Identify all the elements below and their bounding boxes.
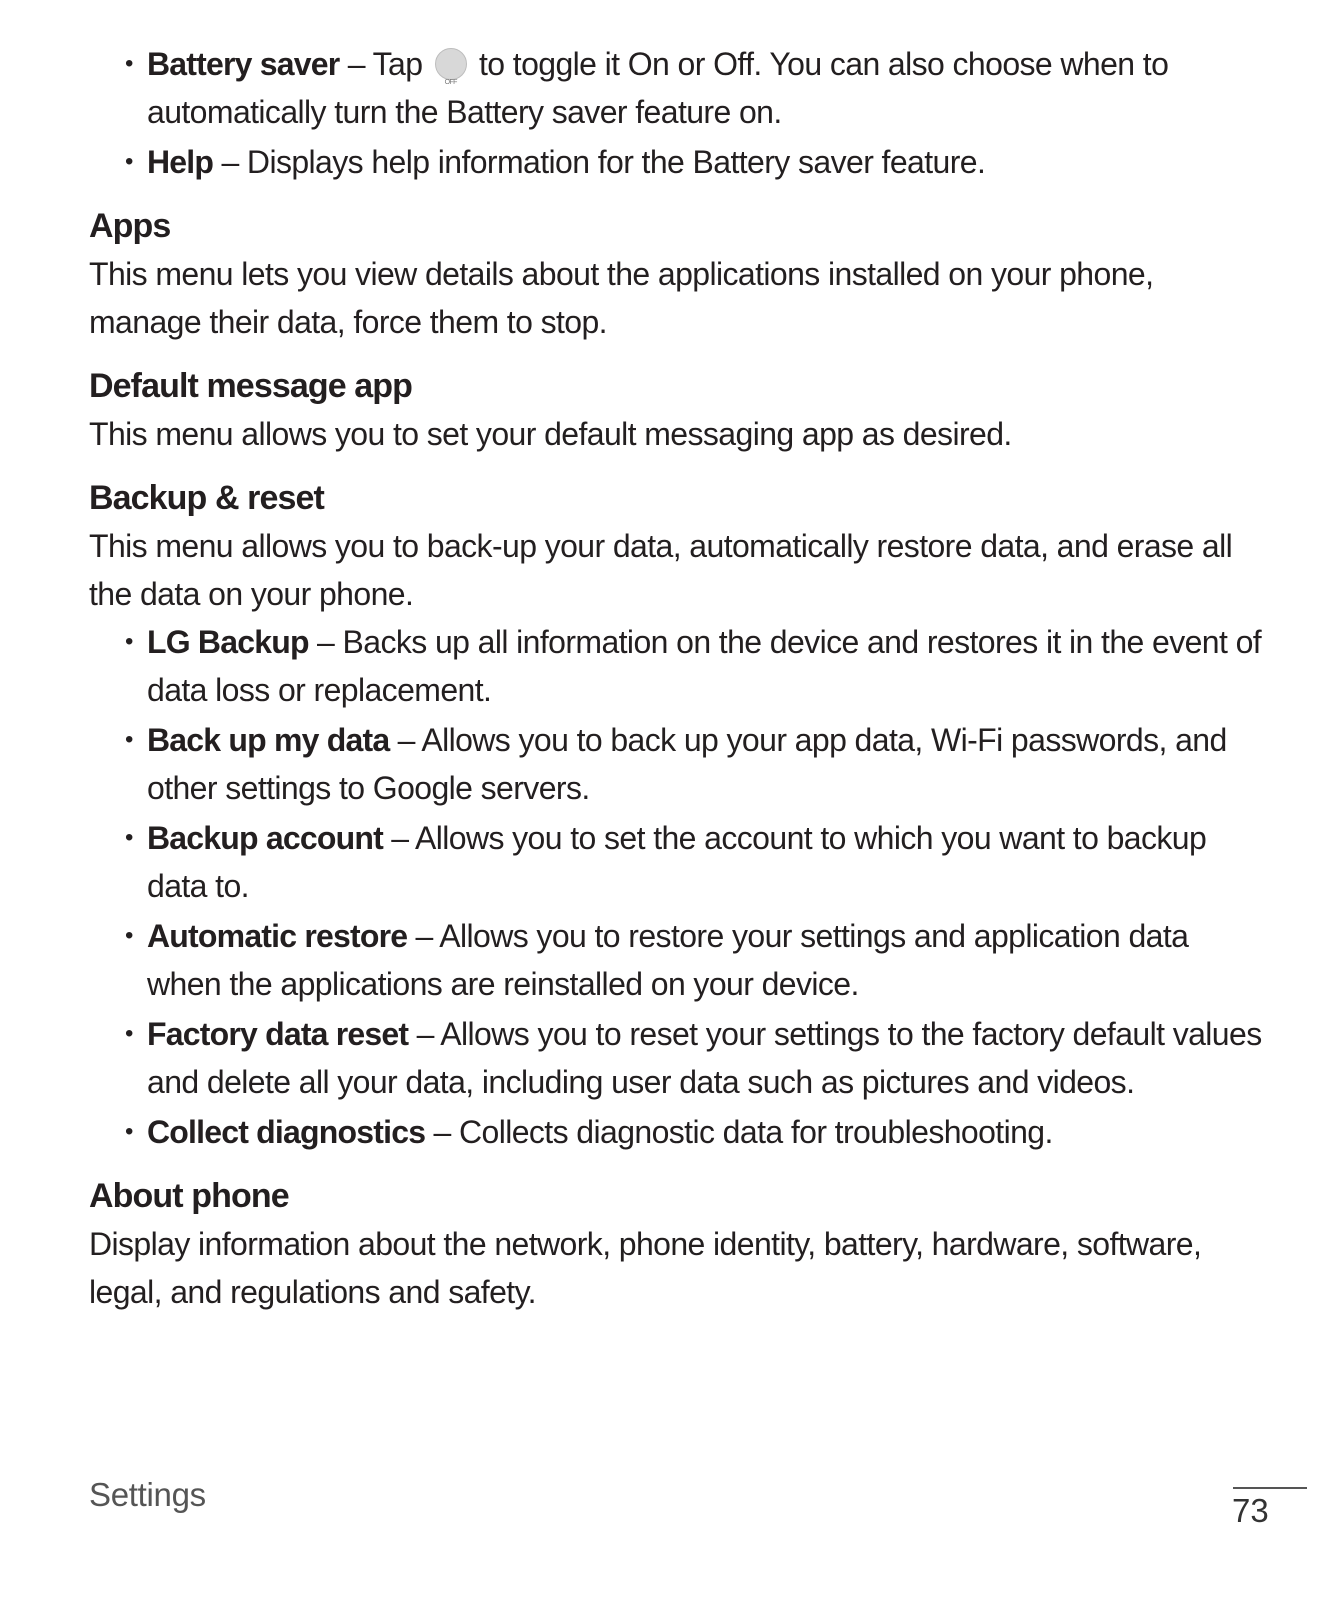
section-body: This menu allows you to set your default messaging app as desired. (89, 416, 1012, 452)
bullet-text: – Collects diagnostic data for troubleshooting. (425, 1114, 1053, 1150)
page-number: 73 (1232, 1492, 1269, 1529)
bullet-backup-account (89, 814, 1269, 910)
bullet-term: Backup account (147, 820, 383, 856)
bullet-term: Back up my data (147, 722, 390, 758)
section-default-message-app (89, 362, 1269, 458)
bullet-back-up-my-data (89, 716, 1269, 812)
bullet-marker: • (125, 824, 133, 851)
section-body: This menu allows you to back-up your data, automatically restore data, and erase all the data on your phone. (89, 528, 1233, 612)
bullet-text: – Allows you to back up your app data, Wi-Fi passwords, and other settings to Google servers. (147, 722, 1227, 806)
section-title: About phone (89, 1177, 289, 1215)
bullet-marker: • (125, 726, 133, 753)
section-title: Apps (89, 207, 171, 245)
bullet-marker: • (125, 922, 133, 949)
page-content (89, 40, 1269, 1316)
section-title: Backup & reset (89, 479, 324, 517)
bullet-help (89, 138, 1269, 186)
bullet-marker: • (125, 50, 133, 77)
section-backup-reset (89, 474, 1269, 1156)
bullet-factory-data-reset (89, 1010, 1269, 1106)
section-body: Display information about the network, phone identity, battery, hardware, software, legal, and regulations and safety. (89, 1226, 1202, 1310)
bullet-text: – Backs up all information on the device and restores it in the event of data loss or replacement. (147, 624, 1262, 708)
bullet-text: – Displays help information for the Battery saver feature. (213, 144, 986, 180)
bullet-term: Battery saver (147, 46, 340, 82)
toggle-off-icon (435, 48, 467, 80)
backup-options (89, 618, 1269, 1156)
bullet-term: LG Backup (147, 624, 309, 660)
bullet-lg-backup (89, 618, 1269, 714)
section-about-phone (89, 1172, 1269, 1316)
bullet-battery-saver (89, 40, 1269, 136)
footer-divider (1233, 1487, 1307, 1489)
bullet-text: – Tap (339, 46, 431, 82)
bullet-collect-diagnostics (89, 1108, 1269, 1156)
battery-saver-options (89, 40, 1269, 186)
bullet-term: Automatic restore (147, 918, 408, 954)
bullet-text: – Allows you to reset your settings to the factory default values and delete all your data, including user data such as pictures and videos. (147, 1016, 1262, 1100)
bullet-marker: • (125, 628, 133, 655)
bullet-text: – Allows you to set the account to which you want to backup data to. (147, 820, 1207, 904)
section-apps (89, 202, 1269, 346)
bullet-term: Help (147, 144, 214, 180)
section-title: Default message app (89, 367, 413, 405)
bullet-automatic-restore (89, 912, 1269, 1008)
section-body: This menu lets you view details about the applications installed on your phone, manage their data, force them to stop. (89, 256, 1154, 340)
bullet-text: – Allows you to restore your settings and application data when the applications are reinstalled on your device. (147, 918, 1189, 1002)
bullet-marker: • (125, 148, 133, 175)
bullet-term: Factory data reset (147, 1016, 409, 1052)
bullet-marker: • (125, 1118, 133, 1145)
footer-section-label: Settings (89, 1476, 206, 1513)
bullet-text: to toggle it On or Off. You can also choose when to automatically turn the Battery saver feature on. (147, 46, 1169, 130)
bullet-marker: • (125, 1020, 133, 1047)
bullet-term: Collect diagnostics (147, 1114, 426, 1150)
